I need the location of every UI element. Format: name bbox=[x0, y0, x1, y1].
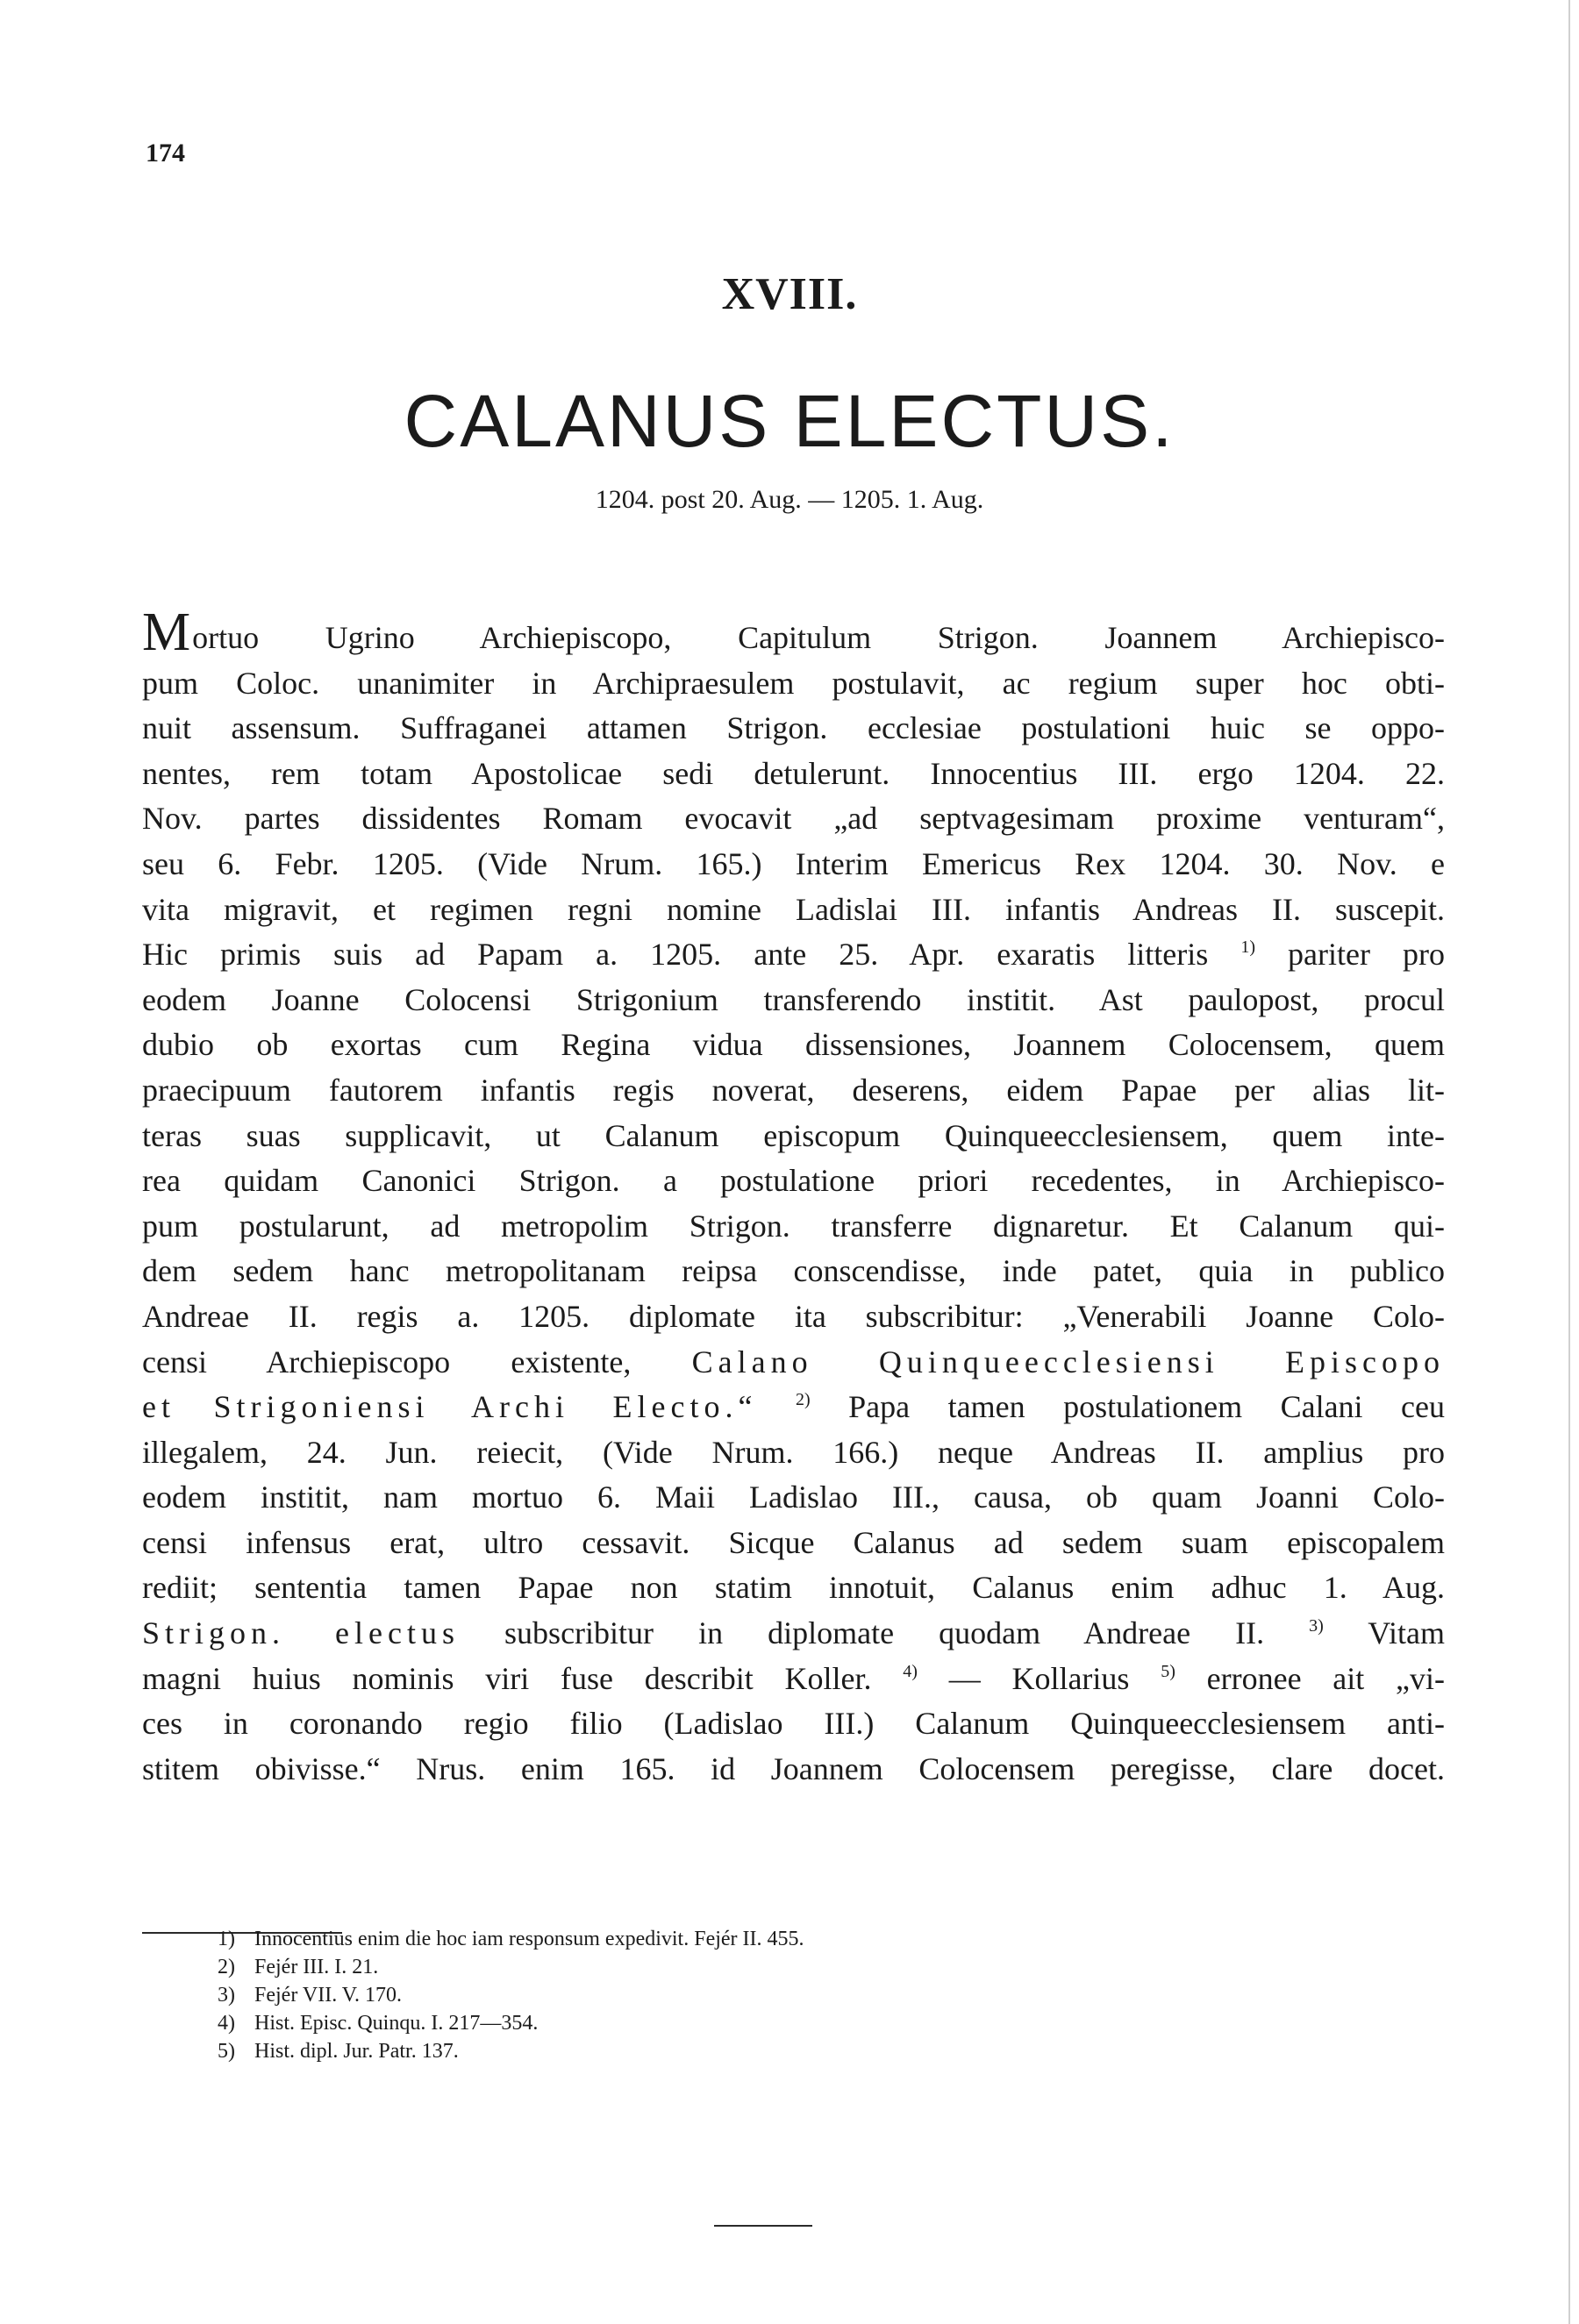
footnote-ref: 5) bbox=[1161, 1661, 1175, 1681]
body-line: teras suas supplicavit, ut Calanum episcopum Quinqueecclesiensem, quem inte- bbox=[142, 1117, 1445, 1153]
chapter-title: CALANUS ELECTUS. bbox=[404, 380, 1175, 462]
footnote bbox=[218, 2037, 1270, 2065]
body-line: Hic primis suis ad Papam a. 1205. ante 25. Apr. exaratis litteris $^{1)}$ pariter pro bbox=[142, 937, 1446, 973]
body-line: stitem obivisse.“ Nrus. enim 165. id Joannem Colocensem peregisse, clare docet. bbox=[142, 1750, 1445, 1786]
footnote-text: Hist. dipl. Jur. Patr. 137. bbox=[254, 2040, 459, 2063]
body-line: seu 6. Febr. 1205. (Vide Nrum. 165.) Interim Emericus Rex 1204. 30. Nov. e bbox=[142, 845, 1445, 881]
body-line: Mortuo Ugrino Archiepiscopo, Capitulum Strigon. Joannem Archiepisco- bbox=[142, 602, 1445, 662]
footnote-ref: 4) bbox=[903, 1661, 918, 1681]
body-line: Nov. partes dissidentes Romam evocavit „ad septvagesimam proxime venturam“, bbox=[142, 801, 1445, 837]
body-line: illegalem, 24. Jun. reiecit, (Vide Nrum. 166.) neque Andreas II. amplius pro bbox=[142, 1434, 1445, 1470]
footnote-number: 3) bbox=[218, 1984, 235, 2007]
body-line: nuit assensum. Suffraganei attamen Strigon. ecclesiae postulationi huic se oppo- bbox=[142, 710, 1445, 746]
page-edge-line bbox=[1568, 0, 1570, 2324]
footnote-number: 2) bbox=[218, 1956, 235, 1978]
footnote-text: Innocentius enim die hoc iam responsum expedivit. Fejér II. 455. bbox=[254, 1928, 804, 1950]
body-line: et Strigoniensi Archi Electo.“ $^{2)}$ Papa tamen postulationem Calani ceu bbox=[142, 1389, 1446, 1425]
body-line: pum Coloc. unanimiter in Archipraesulem postulavit, ac regium super hoc obti- bbox=[142, 665, 1445, 701]
footnote bbox=[218, 1925, 1270, 1953]
chapter-number: XVIII. bbox=[721, 269, 858, 319]
spaced-text: Strigoniensi Archi Electo.“ bbox=[213, 1389, 758, 1425]
body-line: censi infensus erat, ultro cessavit. Sicque Calanus ad sedem suam episcopalem bbox=[142, 1524, 1445, 1560]
body-line: magni huius nominis viri fuse describit Koller. $^{4)}$ — Kollarius $^{5)}$ erronee ait „vi- bbox=[142, 1660, 1446, 1696]
footnote-text: Fejér VII. V. 170. bbox=[254, 1984, 402, 2007]
drop-cap: M bbox=[142, 602, 191, 662]
footnote-ref: 2) bbox=[795, 1390, 811, 1410]
footnotes bbox=[218, 1925, 1270, 2065]
body-line: censi Archiepiscopo existente, Calano Quinqueecclesiensi Episcopo bbox=[142, 1344, 1446, 1379]
body-line: eodem Joanne Colocensi Strigonium transferendo institit. Ast paulopost, procul bbox=[142, 981, 1445, 1017]
footnote-text: Hist. Episc. Quinqu. I. 217—354. bbox=[254, 2012, 539, 2035]
body-line: eodem institit, nam mortuo 6. Maii Ladislao III., causa, ob quam Joanni Colo- bbox=[142, 1479, 1445, 1515]
body-text bbox=[142, 602, 1446, 1792]
body-line: ces in coronando regio filio (Ladislao III.) Calanum Quinqueecclesiensem anti- bbox=[142, 1706, 1445, 1742]
footnote-ref: 3) bbox=[1309, 1616, 1324, 1636]
end-rule bbox=[714, 2225, 812, 2227]
body-line: dubio ob exortas cum Regina vidua dissensiones, Joannem Colocensem, quem bbox=[142, 1027, 1445, 1063]
spaced-text: Calano Quinqueecclesiensi Episcopo bbox=[691, 1344, 1446, 1379]
page-number: 174 bbox=[146, 139, 185, 168]
body-line: praecipuum fautorem infantis regis noverat, deserens, eidem Papae per alias lit- bbox=[142, 1072, 1445, 1108]
footnote-text: Fejér III. I. 21. bbox=[254, 1956, 379, 1978]
body-line: dem sedem hanc metropolitanam reipsa conscendisse, inde patet, quia in publico bbox=[142, 1253, 1445, 1289]
footnote bbox=[218, 1981, 1270, 2009]
footnote bbox=[218, 1953, 1270, 1981]
body-line: Strigon. electus subscribitur in diplomate quodam Andreae II. $^{3)}$ Vitam bbox=[142, 1615, 1446, 1651]
footnote bbox=[218, 2009, 1270, 2037]
chapter-dates: 1204. post 20. Aug. — 1205. 1. Aug. bbox=[595, 485, 984, 514]
body-line: vita migravit, et regimen regni nomine Ladislai III. infantis Andreas II. suscepit. bbox=[142, 891, 1445, 927]
footnote-number: 5) bbox=[218, 2040, 235, 2063]
body-line: pum postularunt, ad metropolim Strigon. transferre dignaretur. Et Calanum qui- bbox=[142, 1208, 1445, 1244]
body-line: rediit; sententia tamen Papae non statim innotuit, Calanus enim adhuc 1. Aug. bbox=[142, 1570, 1445, 1606]
footnote-ref: 1) bbox=[1240, 937, 1255, 958]
spaced-text: Strigon. electus bbox=[142, 1615, 460, 1651]
body-line: nentes, rem totam Apostolicae sedi detulerunt. Innocentius III. ergo 1204. 22. bbox=[142, 755, 1445, 791]
body-line: rea quidam Canonici Strigon. a postulatione priori recedentes, in Archiepisco- bbox=[142, 1163, 1445, 1199]
footnote-number: 4) bbox=[218, 2012, 235, 2035]
body-line: Andreae II. regis a. 1205. diplomate ita subscribitur: „Venerabili Joanne Colo- bbox=[142, 1298, 1445, 1334]
footnote-number: 1) bbox=[218, 1928, 235, 1950]
